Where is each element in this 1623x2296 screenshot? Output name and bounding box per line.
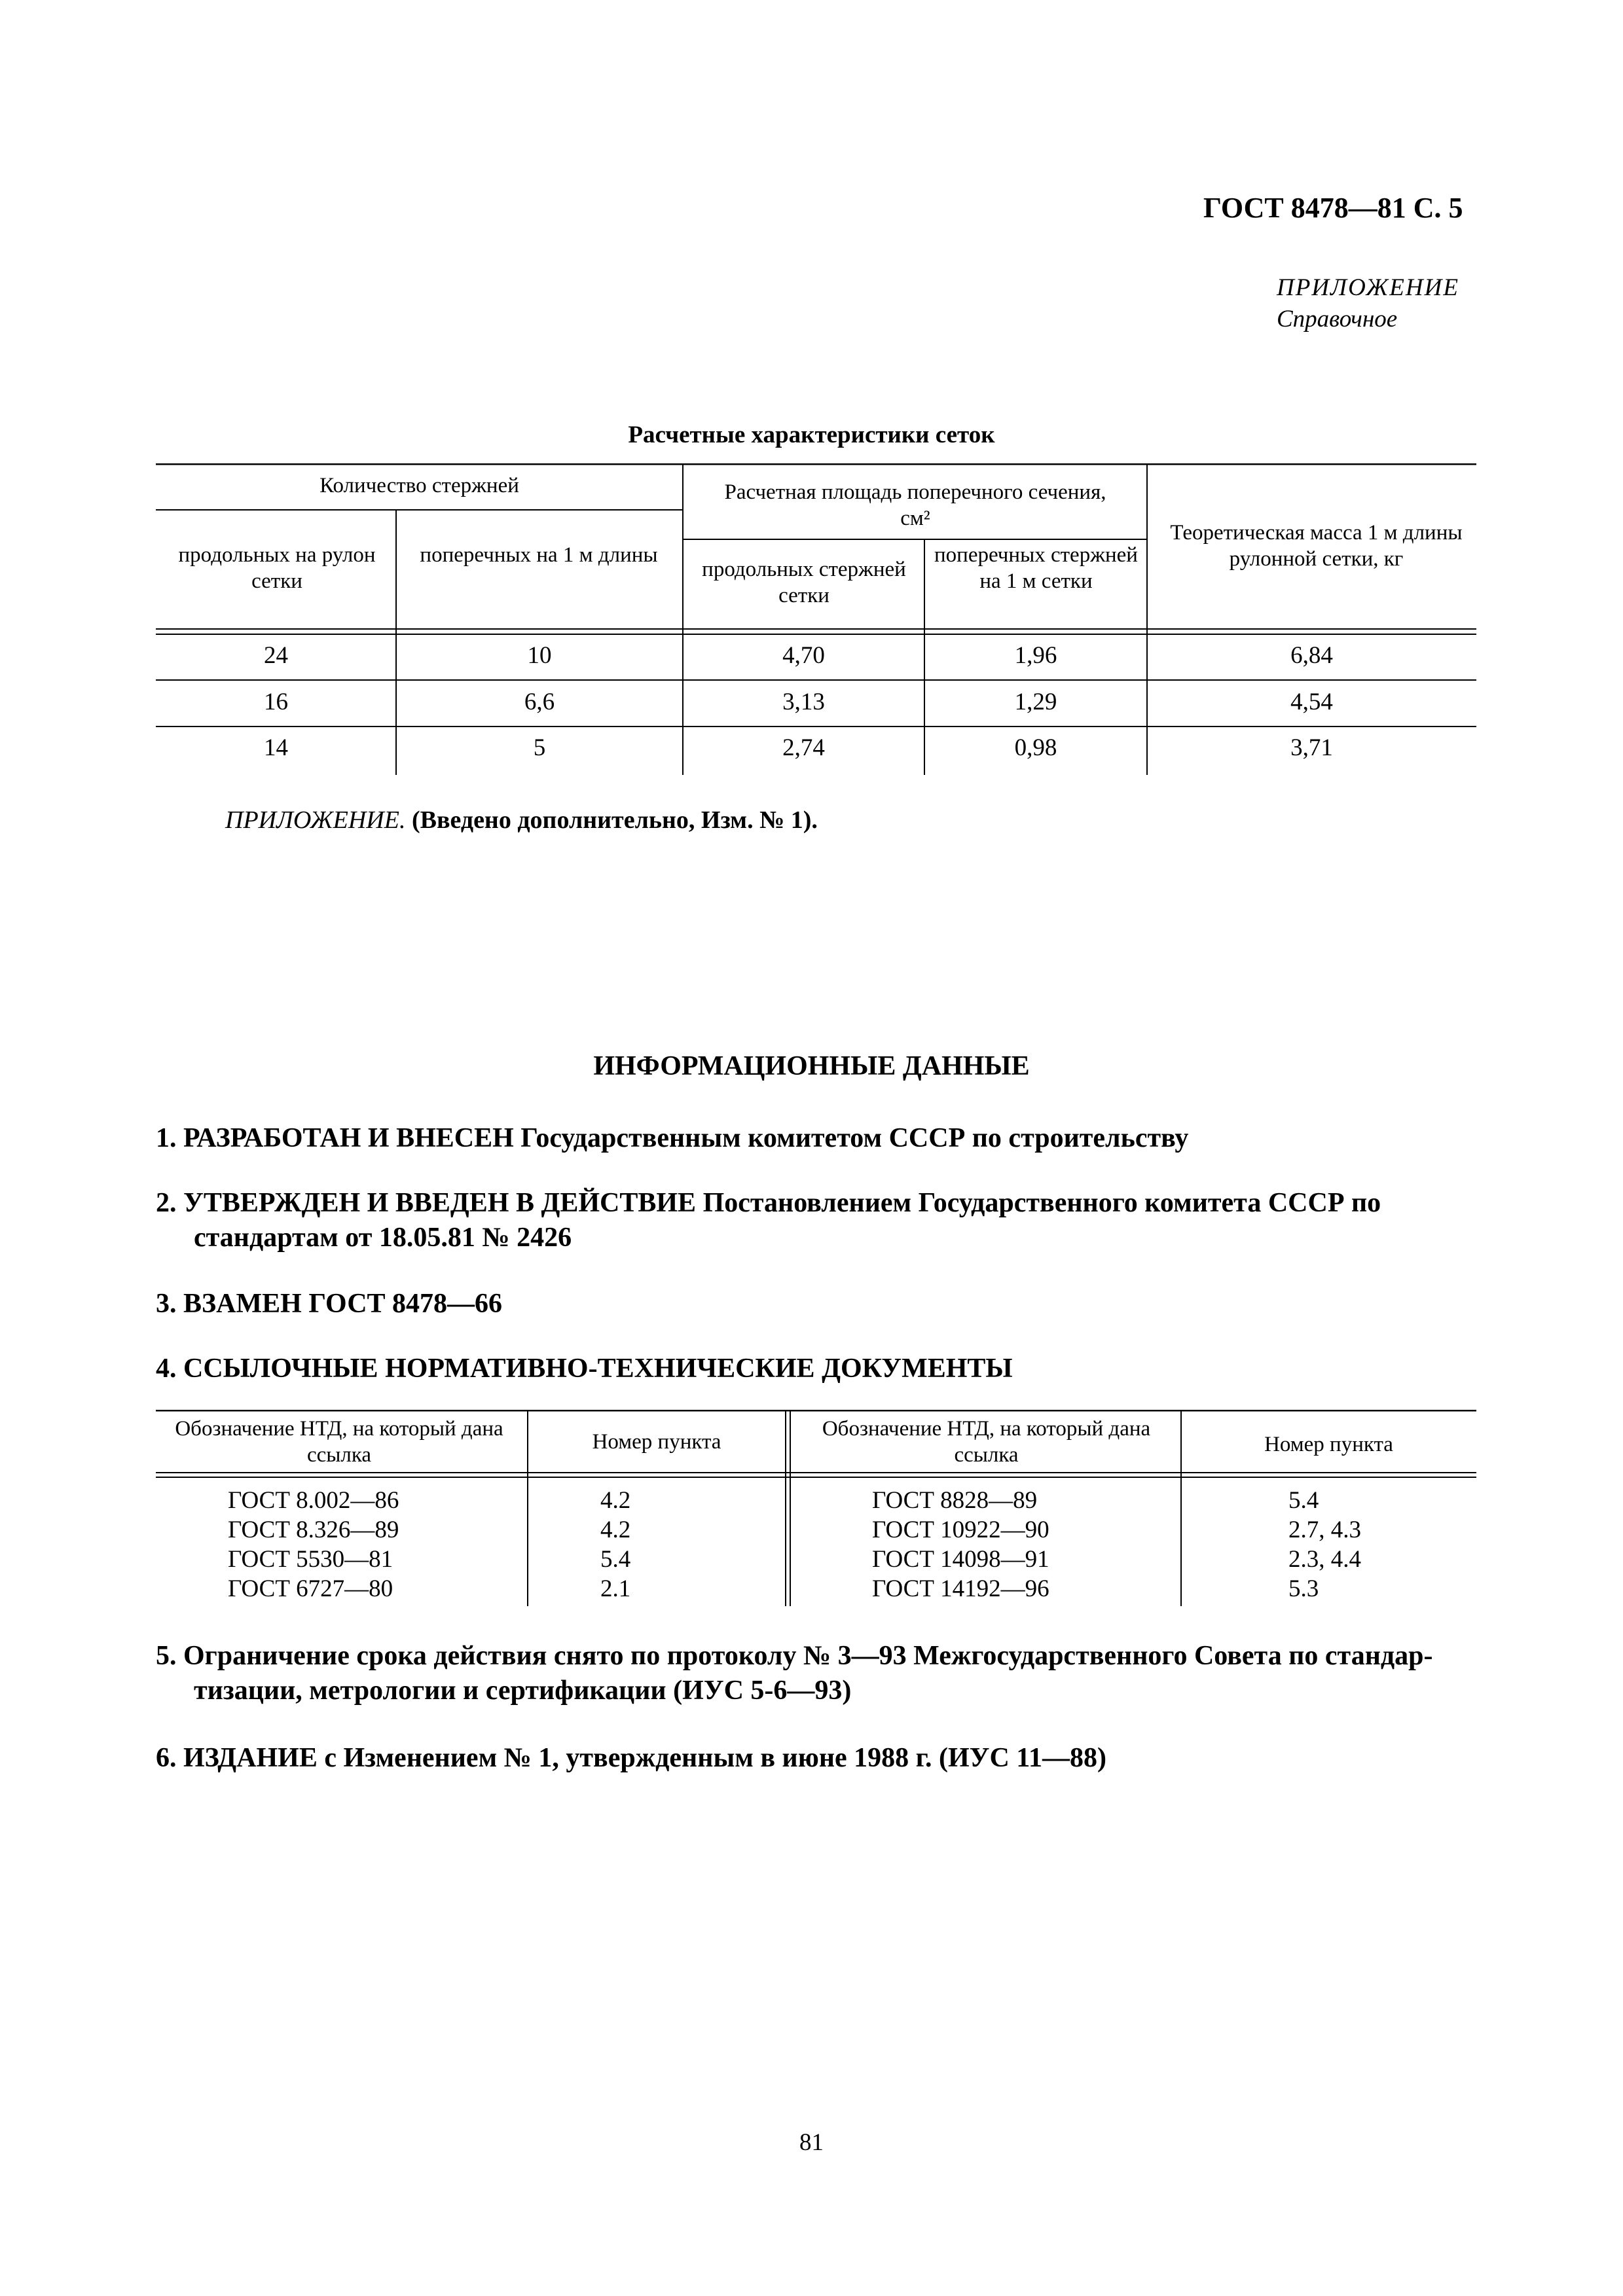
table-cell: 3,71 [1290, 734, 1333, 761]
document-header: ГОСТ 8478—81 С. 5 [1203, 192, 1463, 224]
doc-designation: ГОСТ 8.326—89 [228, 1516, 399, 1543]
table-cell: 6,6 [524, 689, 555, 715]
table-cell: 4,70 [782, 642, 825, 669]
info-item-1: 1. РАЗРАБОТАН И ВНЕСЕН Государственным комитетом СССР по строительству [156, 1123, 1189, 1153]
header-cross-section-area: Расчетная площадь поперечного сечения, см² [724, 480, 1106, 530]
clause-number: 4.2 [600, 1516, 631, 1543]
info-section-title: ИНФОРМАЦИОННЫЕ ДАННЫЕ [593, 1051, 1030, 1081]
info-item-2-line-1: 2. УТВЕРЖДЕН И ВВЕДЕН В ДЕЙСТВИЕ Постановлением Государственного комитета СССР по [156, 1188, 1381, 1218]
table-cell: 4,54 [1290, 689, 1333, 715]
table-cell: 1,29 [1014, 689, 1057, 715]
doc-designation: ГОСТ 14192—96 [872, 1575, 1049, 1602]
doc-designation: ГОСТ 14098—91 [872, 1546, 1049, 1573]
page-number: 81 [799, 2129, 824, 2156]
characteristics-table [156, 463, 1476, 775]
clause-number: 2.1 [600, 1575, 631, 1602]
appendix-label: ПРИЛОЖЕНИЕ [1277, 274, 1459, 301]
info-item-5-line-1: 5. Ограничение срока действия снято по протоколу № 3—93 Межгосударственного Совета по стандар- [156, 1641, 1433, 1671]
note-text: (Введено дополнительно, Изм. № 1). [411, 806, 818, 834]
reference-documents-table [156, 1410, 1476, 1606]
header-transverse-per-meter: поперечных на 1 м длины [420, 543, 658, 567]
header-transverse-bars: поперечных стержней на 1 м сетки [934, 543, 1138, 593]
header-longitudinal-bars: продольных стержней сетки [702, 558, 906, 607]
clause-number: 4.2 [600, 1487, 631, 1514]
table-cell: 3,13 [782, 689, 825, 715]
table-cell: 6,84 [1290, 642, 1333, 669]
info-item-5 [156, 1639, 1476, 1708]
table-cell: 16 [264, 689, 288, 715]
doc-designation: ГОСТ 10922—90 [872, 1516, 1049, 1543]
info-item-2 [156, 1186, 1476, 1255]
table-cell: 0,98 [1014, 734, 1057, 761]
header-clause-number: Номер пункта [592, 1430, 721, 1454]
doc-designation: ГОСТ 5530—81 [228, 1546, 393, 1573]
doc-designation: ГОСТ 8.002—86 [228, 1487, 399, 1514]
header-doc-designation: Обозначение НТД, на который дана ссылка [822, 1417, 1151, 1467]
note-label: ПРИЛОЖЕНИЕ. [225, 806, 406, 834]
info-item-5-line-2: тизации, метрологии и сертификации (ИУС 5-6—93) [194, 1676, 852, 1706]
clause-number: 2.7, 4.3 [1288, 1516, 1361, 1543]
appendix-type: Справочное [1277, 306, 1398, 332]
header-doc-designation: Обозначение НТД, на который дана ссылка [175, 1417, 503, 1467]
clause-number: 5.4 [600, 1546, 631, 1573]
table-cell: 1,96 [1014, 642, 1057, 669]
clause-number: 5.4 [1288, 1487, 1319, 1514]
table-cell: 14 [264, 734, 288, 761]
info-item-4: 4. ССЫЛОЧНЫЕ НОРМАТИВНО-ТЕХНИЧЕСКИЕ ДОКУМЕНТЫ [156, 1354, 1013, 1384]
appendix-note [225, 806, 818, 834]
table-caption: Расчетные характеристики сеток [628, 422, 995, 448]
info-item-2-line-2: стандартам от 18.05.81 № 2426 [194, 1223, 572, 1253]
header-bar-count: Количество стержней [319, 474, 519, 497]
doc-designation: ГОСТ 8828—89 [872, 1487, 1038, 1514]
doc-designation: ГОСТ 6727—80 [228, 1575, 393, 1602]
info-item-3: 3. ВЗАМЕН ГОСТ 8478—66 [156, 1289, 503, 1319]
header-longitudinal-per-roll: продольных на рулон сетки [178, 543, 376, 593]
table-cell: 10 [527, 642, 552, 669]
table-cell: 24 [264, 642, 288, 669]
table-cell: 5 [533, 734, 546, 761]
info-item-6: 6. ИЗДАНИЕ с Изменением № 1, утвержденным в июне 1988 г. (ИУС 11—88) [156, 1743, 1106, 1773]
clause-number: 2.3, 4.4 [1288, 1546, 1361, 1573]
header-clause-number: Номер пункта [1264, 1433, 1393, 1456]
table-cell: 2,74 [782, 734, 825, 761]
clause-number: 5.3 [1288, 1575, 1319, 1602]
header-theoretical-mass: Теоретическая масса 1 м длины рулонной сетки, кг [1170, 521, 1463, 571]
